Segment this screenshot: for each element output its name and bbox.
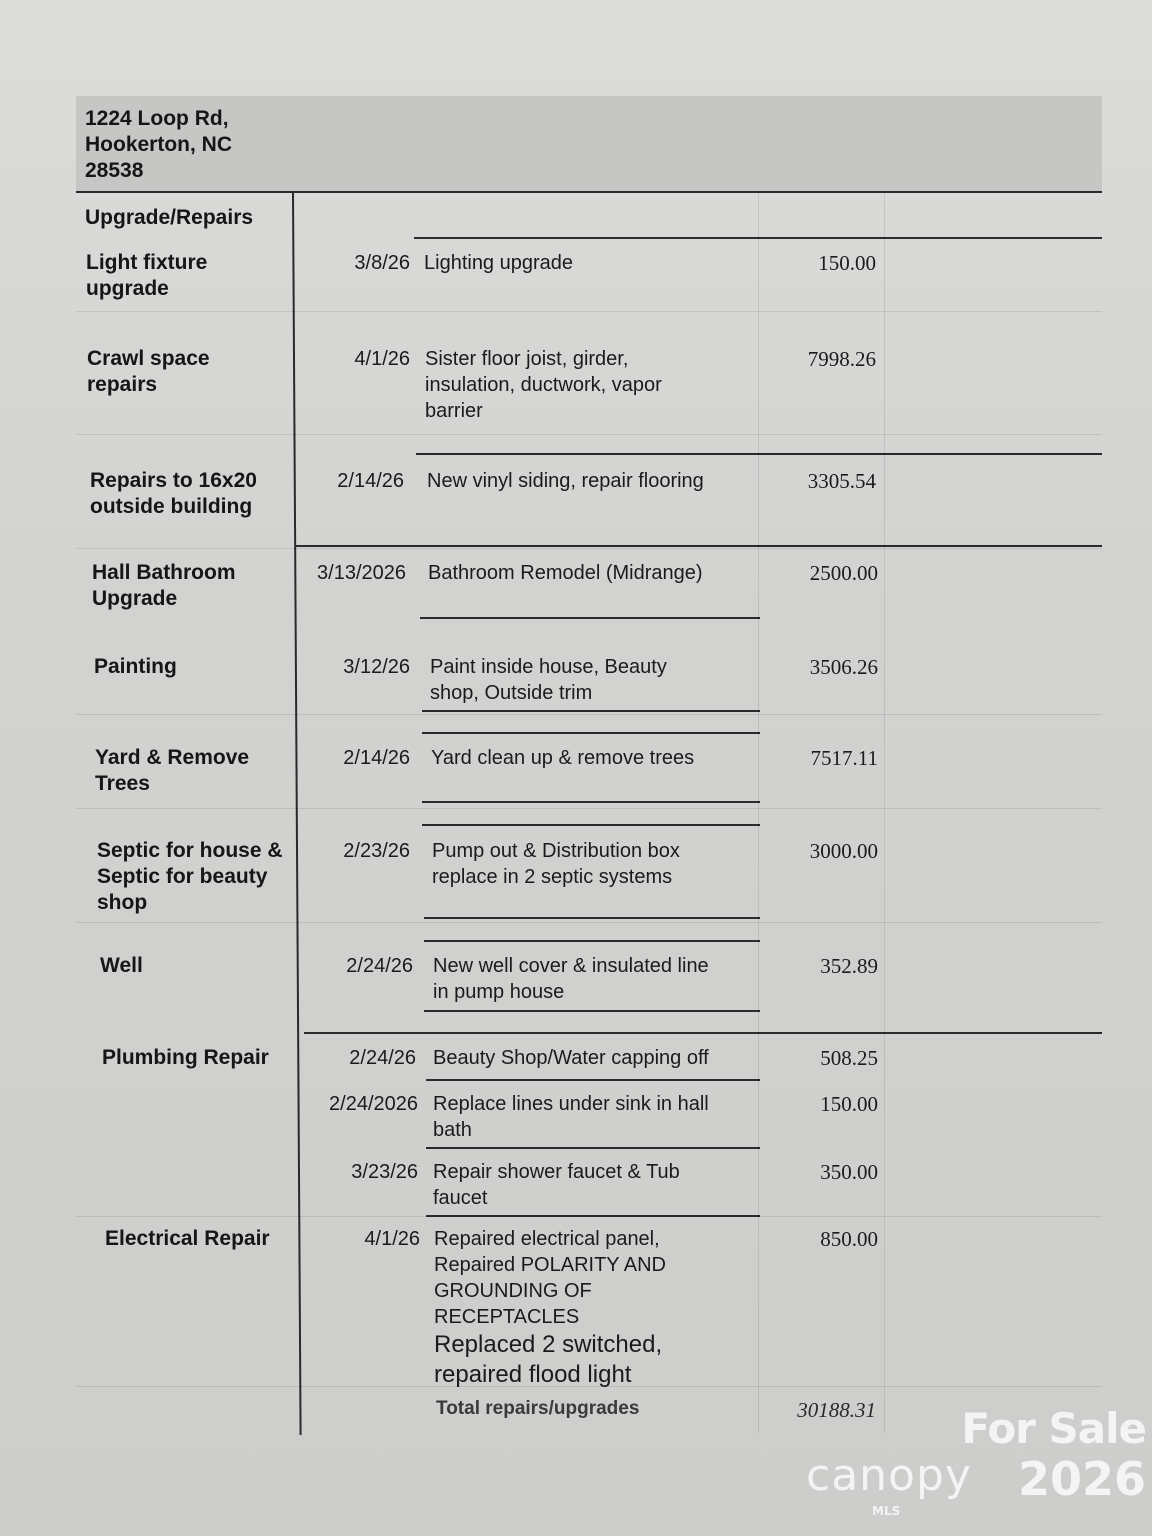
grid-line: [76, 1216, 1102, 1217]
watermark-mls: MLS: [872, 1504, 901, 1518]
row-amount: 7517.11: [810, 746, 878, 770]
description-line: Yard clean up & remove trees: [431, 747, 695, 769]
description-line: Repair shower faucet & Tub: [433, 1161, 680, 1183]
row-divider: [296, 545, 1102, 547]
row-divider: [422, 732, 760, 734]
row-date: 2/24/26: [346, 955, 413, 977]
category-line: upgrade: [86, 277, 169, 300]
row-date: 4/1/26: [354, 348, 410, 370]
description-line: Repaired POLARITY AND: [434, 1254, 666, 1276]
description-line: shop, Outside trim: [430, 682, 593, 704]
repairs-document: [76, 96, 1102, 1436]
category-line: Plumbing Repair: [102, 1046, 269, 1069]
row-category: [95, 745, 300, 797]
total-label: Total repairs/upgrades: [436, 1398, 640, 1419]
category-line: outside building: [90, 495, 253, 518]
address-line-3: 28538: [85, 159, 144, 182]
row-category: [87, 346, 292, 398]
description-line: Replace lines under sink in hall: [433, 1093, 709, 1115]
row-description: [433, 953, 763, 1005]
property-address: [85, 106, 285, 184]
row-amount: 508.25: [820, 1046, 878, 1070]
description-line: in pump house: [433, 981, 565, 1003]
row-category: [86, 250, 291, 302]
row-description: [433, 1159, 763, 1211]
listing-watermark: [806, 1404, 1146, 1524]
grid-line: [76, 714, 1102, 715]
row-amount: 150.00: [818, 251, 876, 275]
row-amount: 350.00: [820, 1160, 878, 1184]
row-divider: [422, 824, 760, 826]
category-line: Yard & Remove: [95, 746, 250, 769]
row-date: 3/12/26: [343, 656, 410, 678]
row-date: 2/14/26: [337, 470, 404, 492]
row-date: 3/8/26: [354, 252, 410, 274]
description-line: faucet: [433, 1187, 488, 1209]
description-line: Lighting upgrade: [424, 252, 574, 274]
row-amount: 150.00: [820, 1092, 878, 1116]
row-amount: 3305.54: [807, 469, 876, 493]
row-category: [92, 560, 297, 612]
description-line: Repaired electrical panel,: [434, 1228, 660, 1250]
grid-line: [884, 193, 885, 1433]
category-line: Repairs to 16x20: [90, 469, 257, 492]
row-category: [97, 838, 302, 916]
row-description: [434, 1226, 764, 1390]
description-line: GROUNDING OF: [434, 1280, 592, 1302]
row-divider: [304, 1032, 1102, 1034]
row-date: 2/24/2026: [329, 1093, 418, 1115]
row-amount: 3506.26: [809, 655, 878, 679]
row-description: [425, 346, 755, 424]
row-divider: [420, 617, 760, 619]
watermark-year: 2026: [1017, 1452, 1146, 1506]
row-divider: [424, 917, 760, 919]
category-line: Crawl space: [87, 347, 210, 370]
description-line: New vinyl siding, repair flooring: [427, 470, 704, 492]
category-line: Septic for beauty: [97, 865, 268, 888]
category-line: Electrical Repair: [105, 1227, 270, 1250]
grid-line: [76, 311, 1102, 312]
address-line-2: Hookerton, NC: [85, 133, 232, 156]
category-line: Septic for house &: [97, 839, 283, 862]
header-divider: [76, 191, 1102, 193]
grid-line: [76, 434, 1102, 435]
row-amount: 3000.00: [809, 839, 878, 863]
row-date: 4/1/26: [364, 1228, 420, 1250]
address-line-1: 1224 Loop Rd,: [85, 107, 229, 130]
row-divider: [426, 1079, 760, 1081]
row-divider: [426, 1147, 760, 1149]
row-date: 2/24/26: [349, 1047, 416, 1069]
category-line: repairs: [87, 373, 158, 396]
watermark-for-sale: For Sale: [961, 1404, 1146, 1453]
grid-line: [76, 922, 1102, 923]
row-date: 3/13/2026: [317, 562, 406, 584]
description-line: Sister floor joist, girder,: [425, 348, 629, 370]
description-line: Beauty Shop/Water capping off: [433, 1047, 709, 1069]
description-line: Replaced 2 switched,: [434, 1331, 663, 1358]
grid-line: [76, 548, 1102, 549]
row-category: [94, 654, 299, 680]
category-line: Upgrade: [92, 587, 178, 610]
row-amount: 7998.26: [807, 347, 876, 371]
description-line: repaired flood light: [434, 1361, 632, 1388]
grid-line: [76, 808, 1102, 809]
row-category: [102, 1045, 307, 1071]
row-category: [105, 1226, 310, 1252]
row-date: 2/14/26: [343, 747, 410, 769]
row-description: [428, 560, 758, 586]
category-line: shop: [97, 891, 148, 914]
row-divider: [424, 940, 760, 942]
description-line: RECEPTACLES: [434, 1306, 580, 1328]
row-category: [100, 953, 305, 979]
total-value: 30188.31: [797, 1398, 876, 1422]
watermark-brand: canopy: [806, 1450, 972, 1501]
description-line: Paint inside house, Beauty: [430, 656, 667, 678]
row-description: [427, 468, 757, 494]
description-line: bath: [433, 1119, 472, 1141]
description-line: replace in 2 septic systems: [432, 866, 673, 888]
row-date: 2/23/26: [343, 840, 410, 862]
row-description: [424, 250, 754, 276]
row-amount: 352.89: [820, 954, 878, 978]
section-title: Upgrade/Repairs: [85, 206, 254, 229]
row-divider: [416, 453, 1102, 455]
description-line: insulation, ductwork, vapor: [425, 374, 662, 396]
row-description: [433, 1045, 763, 1071]
row-category: [90, 468, 295, 520]
category-line: Well: [100, 954, 143, 977]
category-line: Painting: [94, 655, 177, 678]
category-line: Trees: [95, 772, 150, 795]
row-divider: [422, 710, 760, 712]
row-divider: [422, 801, 760, 803]
description-line: Bathroom Remodel (Midrange): [428, 562, 703, 584]
row-amount: 850.00: [820, 1227, 878, 1251]
row-description: [430, 654, 760, 706]
row-description: [432, 838, 762, 890]
row-description: [433, 1091, 763, 1143]
category-line: Light fixture: [86, 251, 208, 274]
row-date: 3/23/26: [351, 1161, 418, 1183]
description-line: New well cover & insulated line: [433, 955, 709, 977]
row-description: [431, 745, 761, 771]
description-line: Pump out & Distribution box: [432, 840, 680, 862]
row-divider: [424, 1010, 760, 1012]
row-amount: 2500.00: [809, 561, 878, 585]
description-line: barrier: [425, 400, 483, 422]
category-line: Hall Bathroom: [92, 561, 236, 584]
